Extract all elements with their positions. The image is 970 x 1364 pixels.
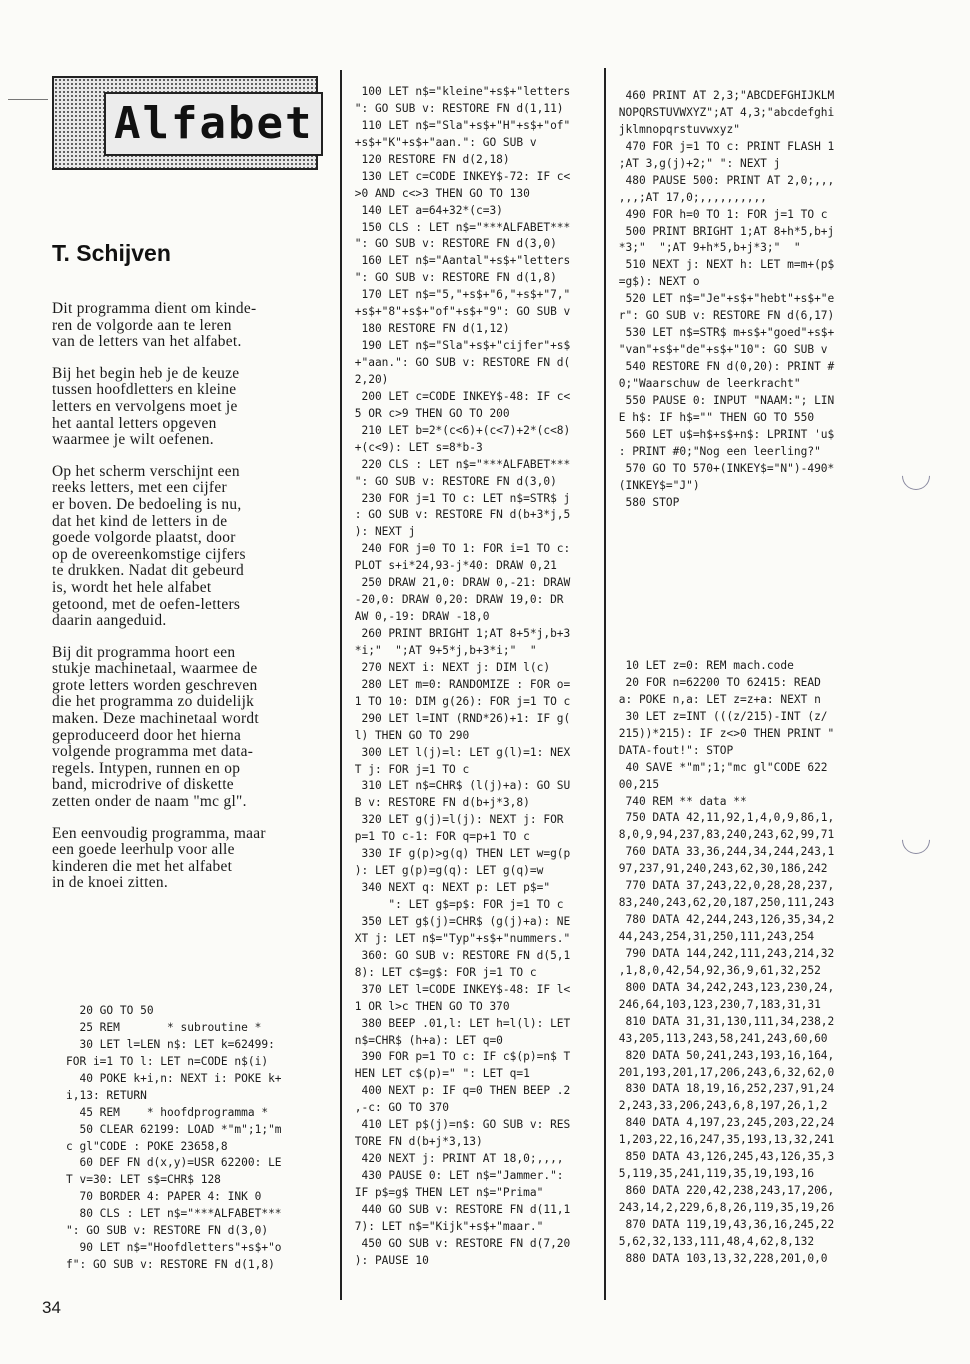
code-line: 240 FOR j=0 TO 1: FOR i=1 TO c: bbox=[348, 542, 571, 556]
code-line: 530 LET n$=STR$ m+s$+"goed"+s$+ bbox=[612, 326, 835, 340]
code-line: ): NEXT j bbox=[348, 525, 416, 539]
code-line: 190 LET n$="Sla"+s$+"cijfer"+s$ bbox=[348, 339, 571, 353]
code-line: ): LET g(p)=g(q): LET g(q)=w bbox=[348, 864, 544, 878]
intro-line: regels. Intypen, runnen en op bbox=[52, 759, 241, 777]
code-line: 840 DATA 4,197,23,245,203,22,24 bbox=[612, 1116, 835, 1130]
code-line: l) THEN GO TO 290 bbox=[348, 728, 470, 742]
code-line: ): PAUSE 10 bbox=[348, 1253, 429, 1267]
intro-line: het aantal letters opgeven bbox=[52, 414, 217, 432]
code-line: p=1 TO c-1: FOR q=p+1 TO c bbox=[348, 830, 530, 844]
code-line: 280 LET m=0: RANDOMIZE : FOR o= bbox=[348, 677, 571, 691]
code-line: 2,20) bbox=[348, 372, 389, 386]
code-line: 90 LET n$="Hoofdletters"+s$+"o bbox=[66, 1241, 282, 1255]
author-name: T. Schijven bbox=[52, 240, 171, 266]
code-line: 850 DATA 43,126,245,43,126,35,3 bbox=[612, 1150, 835, 1164]
intro-line: op de overeenkomstige cijfers bbox=[52, 545, 246, 563]
code-line: 390 FOR p=1 TO c: IF c$(p)=n$ T bbox=[348, 1050, 571, 1064]
code-line: 550 PAUSE 0: INPUT "NAAM:"; LIN bbox=[612, 393, 835, 407]
code-line: +"aan.": GO SUB v: RESTORE FN d( bbox=[348, 356, 571, 369]
code-line: 140 LET a=64+32*(c=3) bbox=[348, 203, 503, 217]
intro-line: Dit programma dient om kinde- bbox=[52, 300, 257, 317]
code-line: 40 POKE k+i,n: NEXT i: POKE k+ bbox=[66, 1071, 282, 1085]
code-line: ": GO SUB v: RESTORE FN d(3,0) bbox=[348, 237, 557, 251]
code-line: 250 DRAW 21,0: DRAW 0,-21: DRAW bbox=[348, 576, 571, 590]
code-line: 430 PAUSE 0: LET n$="Jammer.": bbox=[348, 1169, 564, 1182]
code-line: DATA-fout!": STOP bbox=[612, 743, 734, 757]
code-line: 350 LET g$(j)=CHR$ (g(j)+a): NE bbox=[348, 914, 571, 928]
intro-paragraph bbox=[52, 301, 314, 351]
code-line: FOR i=1 TO l: LET n=CODE n$(i) bbox=[66, 1054, 269, 1068]
article-title: Alfabet bbox=[104, 92, 323, 156]
code-line: 450 GO SUB v: RESTORE FN d(7,20 bbox=[348, 1236, 571, 1250]
code-line: 201,193,201,17,206,243,6,32,62,0 bbox=[612, 1065, 835, 1079]
code-line: 870 DATA 119,19,43,36,16,245,22 bbox=[612, 1217, 835, 1231]
code-line: 60 DEF FN d(x,y)=USR 62200: LE bbox=[66, 1156, 282, 1170]
code-line: 20 FOR n=62200 TO 62415: READ bbox=[612, 675, 821, 689]
code-line: >0 AND c<>3 THEN GO TO 130 bbox=[348, 186, 530, 200]
code-line: i,13: RETURN bbox=[66, 1088, 147, 1102]
code-line: 150 CLS : LET n$="***ALFABET*** bbox=[348, 220, 571, 234]
code-line: TORE FN d(b+j*3,13) bbox=[348, 1135, 483, 1149]
code-line: 5,119,35,241,119,35,19,193,16 bbox=[612, 1167, 815, 1181]
code-line: 560 LET u$=h$+s$+n$: LPRINT 'u$ bbox=[612, 427, 835, 441]
code-line: 260 PRINT BRIGHT 1;AT 8+5*j,b+3 bbox=[348, 627, 571, 640]
code-line: 400 NEXT p: IF q=0 THEN BEEP .2 bbox=[348, 1084, 571, 1098]
code-line: +s$+"K"+s$+"aan.": GO SUB v bbox=[348, 135, 537, 149]
page-number: 34 bbox=[42, 1298, 61, 1317]
intro-line: reeks letters, met een cijfer bbox=[52, 479, 227, 497]
code-line: 510 NEXT j: NEXT h: LET m=m+(p$ bbox=[612, 258, 835, 272]
intro-line: geproduceerd door het hierna bbox=[52, 726, 242, 744]
code-line: 100 LET n$="kleine"+s$+"letters bbox=[348, 85, 571, 98]
code-line: ;AT 3,g(j)+2;" ": NEXT j bbox=[612, 156, 781, 170]
intro-line: Op het scherm verschijnt een bbox=[52, 462, 240, 480]
code-line: +s$+"8"+s$+"of"+s$+"9": GO SUB v bbox=[348, 305, 571, 319]
column-rule-left bbox=[340, 70, 342, 1300]
code-line: 180 RESTORE FN d(1,12) bbox=[348, 322, 510, 336]
intro-text bbox=[52, 301, 314, 907]
code-line: PLOT s+i*24,93-j*40: DRAW 0,21 bbox=[348, 559, 557, 573]
intro-line: waarmee je wilt oefenen. bbox=[52, 431, 214, 449]
code-line: ": GO SUB v: RESTORE FN d(1,11) bbox=[348, 101, 564, 115]
code-line: 810 DATA 31,31,130,111,34,238,2 bbox=[612, 1014, 835, 1028]
code-line: 290 LET l=INT (RND*26)+1: IF g( bbox=[348, 711, 571, 725]
code-line: 470 FOR j=1 TO c: PRINT FLASH 1 bbox=[612, 139, 835, 153]
binder-hole-mark-top bbox=[896, 456, 936, 496]
code-line: 860 DATA 220,42,238,243,17,206, bbox=[612, 1184, 835, 1198]
code-line: r": GO SUB v: RESTORE FN d(6,17) bbox=[612, 309, 835, 323]
code-line: 210 LET b=2*(c<6)+(c<7)+2*(c<8) bbox=[348, 423, 571, 437]
code-line: ,,,;AT 17,0;,,,,,,,,,, bbox=[612, 190, 767, 204]
code-line: *3;" ";AT 9+h*5,b+j*3;" " bbox=[612, 241, 801, 255]
listing-column-3-machine-code bbox=[612, 658, 834, 1268]
code-line: 160 LET n$="Aantal"+s$+"letters bbox=[348, 254, 571, 268]
code-line: 760 DATA 33,36,244,34,244,243,1 bbox=[612, 845, 835, 859]
code-line: 880 DATA 103,13,32,228,201,0,0 bbox=[612, 1251, 828, 1265]
intro-line: er boven. De bedoeling is nu, bbox=[52, 495, 242, 513]
intro-line: letters en vervolgens moet je bbox=[52, 397, 238, 415]
code-line: 340 NEXT q: NEXT p: LET p$=" bbox=[348, 881, 551, 895]
code-line: 1 OR l>c THEN GO TO 370 bbox=[348, 999, 510, 1013]
code-line: -20,0: DRAW 0,20: DRAW 19,0: DR bbox=[348, 593, 564, 607]
code-line: 25 REM * subroutine * bbox=[66, 1020, 262, 1034]
code-line: 580 STOP bbox=[612, 495, 680, 509]
code-line: 780 DATA 42,244,243,126,35,34,2 bbox=[612, 913, 835, 927]
code-line: 820 DATA 50,241,243,193,16,164, bbox=[612, 1048, 835, 1062]
intro-line: kinderen die met het alfabet bbox=[52, 857, 233, 875]
code-line: 20 GO TO 50 bbox=[66, 1004, 154, 1017]
code-line: 310 LET n$=CHR$ (l(j)+a): GO SU bbox=[348, 779, 571, 793]
code-line: T v=30: LET s$=CHR$ 128 bbox=[66, 1173, 221, 1187]
code-line: ": LET g$=p$: FOR j=1 TO c bbox=[348, 898, 564, 911]
code-line: 243,14,2,229,6,8,26,119,35,19,26 bbox=[612, 1201, 835, 1214]
code-line: 270 NEXT i: NEXT j: DIM l(c) bbox=[348, 660, 551, 674]
intro-line: goede volgorde plaatst, door bbox=[52, 529, 236, 547]
intro-paragraph bbox=[52, 366, 314, 449]
code-line: 540 RESTORE FN d(0,20): PRINT # bbox=[612, 360, 835, 373]
intro-line: band, microdrive of diskette bbox=[52, 776, 234, 794]
code-line: 130 LET c=CODE INKEY$-72: IF c< bbox=[348, 169, 571, 183]
code-line: 10 LET z=0: REM mach.code bbox=[612, 659, 794, 672]
intro-line: maken. Deze machinetaal wordt bbox=[52, 710, 259, 728]
intro-paragraph bbox=[52, 645, 314, 811]
code-line: NOPQRSTUVWXYZ";AT 4,3;"abcdefghi bbox=[612, 105, 835, 119]
listing-column-3-main bbox=[612, 88, 834, 511]
code-line: 215))*215): IF z<>0 THEN PRINT " bbox=[612, 726, 835, 740]
code-line: AW 0,-19: DRAW -18,0 bbox=[348, 610, 490, 624]
code-line: f": GO SUB v: RESTORE FN d(1,8) bbox=[66, 1258, 275, 1272]
code-line: 230 FOR j=1 TO c: LET n$=STR$ j bbox=[348, 491, 571, 505]
code-line: 740 REM ** data ** bbox=[612, 794, 747, 808]
code-line: 2,243,33,206,243,6,8,197,26,1,2 bbox=[612, 1099, 828, 1113]
code-line: ": GO SUB v: RESTORE FN d(1,8) bbox=[348, 271, 557, 285]
code-line: 770 DATA 37,243,22,0,28,28,237, bbox=[612, 879, 835, 893]
code-line: 50 CLEAR 62199: LOAD *"m";1;"m bbox=[66, 1122, 282, 1136]
code-line: 330 IF g(p)>g(q) THEN LET w=g(p bbox=[348, 847, 571, 861]
intro-paragraph bbox=[52, 826, 314, 892]
code-line: E h$: IF h$="" THEN GO TO 550 bbox=[612, 410, 815, 424]
code-line: HEN LET c$(p)=" ": LET q=1 bbox=[348, 1067, 530, 1081]
code-line: =g$): NEXT o bbox=[612, 275, 700, 289]
intro-line: dat het kind de letters in de bbox=[52, 512, 228, 530]
code-line: : GO SUB v: RESTORE FN d(b+3*j,5 bbox=[348, 508, 571, 522]
code-line: 750 DATA 42,11,92,1,4,0,9,86,1, bbox=[612, 811, 835, 825]
intro-line: daarin aangeduid. bbox=[52, 612, 167, 630]
code-line: 370 LET l=CODE INKEY$-48: IF l< bbox=[348, 982, 571, 996]
code-line: 30 LET l=LEN n$: LET k=62499: bbox=[66, 1037, 275, 1051]
title-banner bbox=[52, 76, 318, 170]
code-line: (INKEY$="J") bbox=[612, 478, 700, 492]
code-line: 800 DATA 34,242,243,123,230,24, bbox=[612, 980, 835, 994]
code-line: 380 BEEP .01,l: LET h=l(l): LET bbox=[348, 1016, 571, 1030]
code-line: 570 GO TO 570+(INKEY$="N")-490* bbox=[612, 461, 835, 475]
code-line: 5 OR c>9 THEN GO TO 200 bbox=[348, 406, 510, 420]
intro-line: die het programma zo duidelijk bbox=[52, 693, 255, 711]
code-line: 80 CLS : LET n$="***ALFABET*** bbox=[66, 1207, 282, 1221]
code-line: 1 TO 10: DIM g(26): FOR j=1 TO c bbox=[348, 694, 571, 708]
code-line: 0;"Waarschuw de leerkracht" bbox=[612, 376, 801, 390]
code-line: B v: RESTORE FN d(b+j*3,8) bbox=[348, 796, 530, 810]
code-line: "van"+s$+"de"+s$+"10": GO SUB v bbox=[612, 343, 828, 357]
binder-hole-mark-bottom bbox=[896, 820, 936, 860]
listing-column-1 bbox=[66, 1003, 282, 1274]
intro-line: te drukken. Nadat dit gebeurd bbox=[52, 562, 245, 580]
code-line: 790 DATA 144,242,111,243,214,32 bbox=[612, 946, 835, 960]
intro-line: tussen hoofdletters en kleine bbox=[52, 381, 237, 399]
intro-line: een goede leerhulp voor alle bbox=[52, 841, 235, 859]
code-line: 410 LET p$(j)=n$: GO SUB v: RES bbox=[348, 1118, 571, 1132]
code-line: 43,205,113,243,58,241,243,60,60 bbox=[612, 1031, 828, 1045]
code-line: 220 CLS : LET n$="***ALFABET*** bbox=[348, 457, 571, 471]
code-line: 40 SAVE *"m";1;"mc gl"CODE 622 bbox=[612, 760, 828, 774]
code-line: 97,237,91,240,243,62,30,186,242 bbox=[612, 862, 828, 876]
code-line: jklmnopqrstuvwxyz" bbox=[612, 122, 740, 136]
column-rule-right bbox=[604, 68, 606, 1300]
intro-line: van de letters van het alfabet. bbox=[52, 333, 242, 351]
intro-line: zetten onder de naam "mc gl". bbox=[52, 793, 247, 811]
header-rule-stub bbox=[8, 99, 48, 100]
code-line: 83,240,243,62,20,187,250,111,243 bbox=[612, 896, 835, 910]
code-line: 490 FOR h=0 TO 1: FOR j=1 TO c bbox=[612, 207, 828, 221]
code-line: 170 LET n$="5,"+s$+"6,"+s$+"7," bbox=[348, 288, 571, 302]
intro-line: getoond, met de oefen-letters bbox=[52, 595, 241, 613]
code-line: 7): LET n$="Kijk"+s$+"maar." bbox=[348, 1219, 544, 1233]
code-line: IF p$=g$ THEN LET n$="Prima" bbox=[348, 1185, 544, 1199]
code-line: ": GO SUB v: RESTORE FN d(3,0) bbox=[348, 474, 557, 488]
intro-line: volgende programma met data- bbox=[52, 743, 254, 761]
code-line: 8): LET c$=g$: FOR j=1 TO c bbox=[348, 965, 537, 979]
code-line: 520 LET n$="Je"+s$+"hebt"+s$+"e bbox=[612, 292, 835, 306]
intro-line: Een eenvoudig programma, maar bbox=[52, 824, 266, 842]
code-line: 30 LET z=INT (((z/215)-INT (z/ bbox=[612, 709, 828, 723]
code-line: 246,64,103,123,230,7,183,31,31 bbox=[612, 997, 821, 1011]
code-line: +(c<9): LET s=8*b-3 bbox=[348, 440, 483, 454]
code-line: 320 LET g(j)=l(j): NEXT j: FOR bbox=[348, 813, 564, 827]
intro-line: is, wordt het hele alfabet bbox=[52, 578, 212, 596]
code-line: a: POKE n,a: LET z=z+a: NEXT n bbox=[612, 692, 821, 706]
code-line: 00,215 bbox=[612, 777, 660, 791]
code-line: 830 DATA 18,19,16,252,237,91,24 bbox=[612, 1082, 835, 1096]
intro-paragraph bbox=[52, 464, 314, 630]
code-line: 200 LET c=CODE INKEY$-48: IF c< bbox=[348, 389, 571, 403]
intro-line: grote letters worden geschreven bbox=[52, 676, 258, 694]
intro-line: ren de volgorde aan te leren bbox=[52, 316, 232, 334]
code-line: 70 BORDER 4: PAPER 4: INK 0 bbox=[66, 1190, 262, 1204]
code-line: *i;" ";AT 9+5*j,b+3*i;" " bbox=[348, 643, 537, 657]
code-line: XT j: LET n$="Typ"+s$+"nummers." bbox=[348, 931, 571, 945]
code-line: 480 PAUSE 500: PRINT AT 2,0;,,, bbox=[612, 173, 835, 187]
code-line: 120 RESTORE FN d(2,18) bbox=[348, 152, 510, 166]
code-line: 110 LET n$="Sla"+s$+"H"+s$+"of" bbox=[348, 118, 571, 132]
code-line: ": GO SUB v: RESTORE FN d(3,0) bbox=[66, 1224, 269, 1238]
code-line: 360: GO SUB v: RESTORE FN d(5,1 bbox=[348, 948, 571, 962]
listing-column-2 bbox=[348, 84, 570, 1270]
code-line: ,-c: GO TO 370 bbox=[348, 1101, 450, 1115]
intro-line: stukje machinetaal, waarmee de bbox=[52, 660, 258, 678]
code-line: 8,0,9,94,237,83,240,243,62,99,71 bbox=[612, 828, 835, 842]
code-line: 44,243,254,31,250,111,243,254 bbox=[612, 930, 815, 943]
code-line: 1,203,22,16,247,35,193,13,32,241 bbox=[612, 1133, 835, 1147]
intro-line: Bij het begin heb je de keuze bbox=[52, 364, 240, 382]
code-line: ,1,8,0,42,54,92,36,9,61,32,252 bbox=[612, 963, 821, 977]
code-line: 5,62,32,133,111,48,4,62,8,132 bbox=[612, 1234, 815, 1248]
code-line: T j: FOR j=1 TO c bbox=[348, 762, 470, 776]
code-line: n$=CHR$ (h+a): LET q=0 bbox=[348, 1033, 503, 1047]
code-line: 460 PRINT AT 2,3;"ABCDEFGHIJKLM bbox=[612, 89, 835, 102]
intro-line: in de knoei zitten. bbox=[52, 874, 168, 892]
code-line: 440 GO SUB v: RESTORE FN d(11,1 bbox=[348, 1202, 571, 1216]
code-line: c gl"CODE : POKE 23658,8 bbox=[66, 1139, 228, 1153]
code-line: 300 LET l(j)=l: LET g(l)=1: NEX bbox=[348, 745, 571, 759]
code-line: 500 PRINT BRIGHT 1;AT 8+h*5,b+j bbox=[612, 224, 835, 238]
intro-line: Bij dit programma hoort een bbox=[52, 643, 236, 661]
code-line: 45 REM * hoofdprogramma * bbox=[66, 1105, 269, 1119]
code-line: 420 NEXT j: PRINT AT 18,0;,,,, bbox=[348, 1152, 564, 1166]
code-line: : PRINT #0;"Nog een leerling?" bbox=[612, 444, 821, 458]
